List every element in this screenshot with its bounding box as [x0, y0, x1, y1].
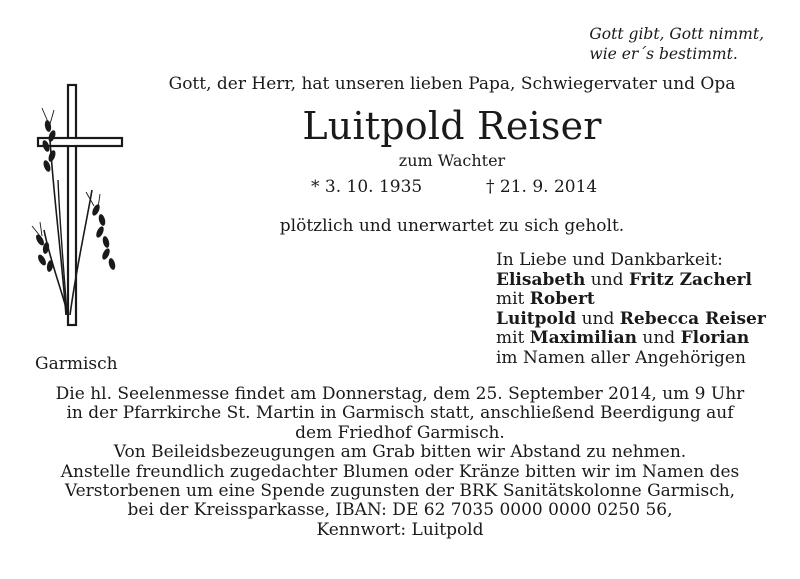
family-line-5	[496, 329, 766, 349]
notice-line-2: in der Pfarrkirche St. Martin in Garmisch statt, anschließend Beerdigung auf	[66, 403, 734, 424]
deceased-nickname: zum Wachter	[398, 151, 506, 170]
family-name: Elisabeth	[496, 269, 586, 290]
family-line-6: im Namen aller Angehörigen	[496, 347, 746, 368]
death-date: † 21. 9. 2014	[486, 177, 598, 197]
notice-line-8: Kennwort: Luitpold	[316, 519, 484, 540]
intro-text: Gott, der Herr, hat unseren lieben Papa, Schwiegervater und Opa	[168, 74, 736, 94]
funeral-notice	[0, 385, 800, 540]
family-name: Rebecca Reiser	[619, 308, 766, 329]
place-name: Garmisch	[35, 354, 118, 374]
family-name: Florian	[680, 328, 750, 348]
family-name: Robert	[529, 289, 595, 309]
family-line-2	[496, 271, 766, 291]
motto-line-1: Gott gibt, Gott nimmt,	[589, 25, 764, 43]
birth-date: * 3. 10. 1935	[311, 177, 423, 197]
family-line-3	[496, 290, 766, 310]
family-connector: und	[576, 308, 620, 329]
notice-line-5: Anstelle freundlich zugedachter Blumen oder Kränze bitten wir im Namen des	[60, 461, 740, 482]
family-signatures	[496, 251, 766, 368]
family-connector: mit	[496, 289, 530, 309]
family-connector: mit	[496, 328, 530, 348]
notice-line-6: Verstorbenen um eine Spende zugunsten der BRK Sanitätskolonne Garmisch,	[64, 481, 736, 502]
family-line-1: In Liebe und Dankbarkeit:	[496, 250, 723, 270]
motto	[589, 24, 764, 64]
notice-line-1: Die hl. Seelenmesse findet am Donnerstag, dem 25. September 2014, um 9 Uhr	[55, 384, 745, 404]
family-name: Fritz Zacherl	[628, 269, 752, 290]
family-connector: und	[636, 328, 681, 348]
family-name: Maximilian	[529, 328, 637, 348]
notice-line-3: dem Friedhof Garmisch.	[295, 422, 505, 443]
family-line-4	[496, 310, 766, 330]
family-name: Luitpold	[496, 308, 577, 329]
motto-line-2: wie er´s bestimmt.	[589, 45, 738, 63]
passing-text: plötzlich und unerwartet zu sich geholt.	[279, 216, 625, 236]
notice-line-7: bei der Kreissparkasse, IBAN: DE 62 7035 0000 0000 0250 56,	[127, 500, 673, 521]
notice-line-4: Von Beileidsbezeugungen am Grab bitten wir Abstand zu nehmen.	[113, 442, 687, 463]
deceased-name: Luitpold Reiser	[302, 104, 602, 148]
family-connector: und	[585, 269, 629, 290]
